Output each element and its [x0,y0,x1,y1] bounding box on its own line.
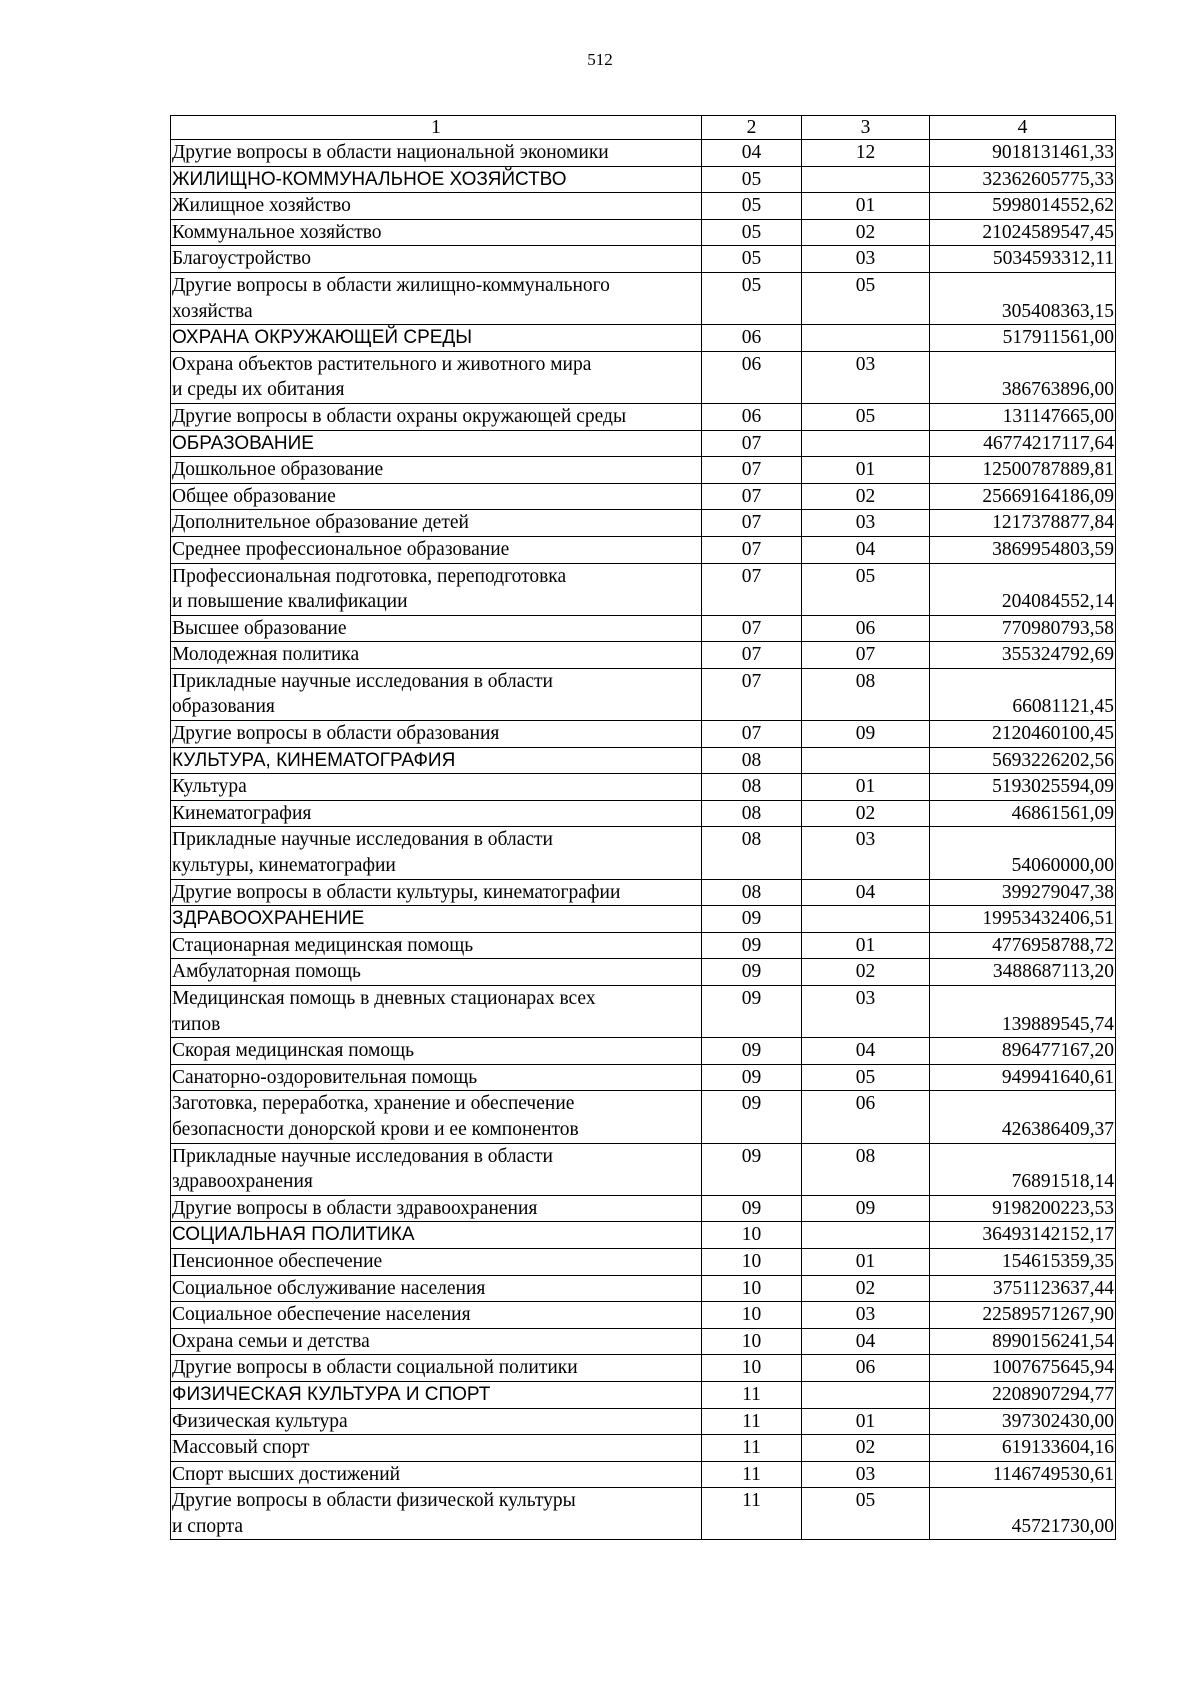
subsection-code-cell: 09 [802,1195,930,1222]
subsection-code-cell: 03 [802,510,930,537]
row-name-cell [171,1435,702,1462]
amount-cell: 22589571267,90 [930,1302,1116,1329]
section-code-cell: 07 [702,430,802,457]
row-name-line: Скорая медицинская помощь [172,1040,415,1062]
subsection-code-cell: 07 [802,642,930,669]
row-name-line: Дополнительное образование детей [172,512,469,534]
amount-cell: 399279047,38 [930,879,1116,906]
row-name-cell [171,774,702,801]
table-row [171,140,1116,167]
amount-cell: 5998014552,62 [930,193,1116,220]
subsection-code-cell: 04 [802,1328,930,1355]
section-code-cell: 05 [702,219,802,246]
subsection-code-cell: 05 [802,1488,930,1540]
row-name-line: КУЛЬТУРА, КИНЕМАТОГРАФИЯ [172,749,456,771]
subsection-code-cell: 03 [802,1461,930,1488]
row-name-line: Амбулаторная помощь [172,961,361,983]
section-code-cell: 10 [702,1275,802,1302]
amount-cell: 19953432406,51 [930,906,1116,933]
section-code-cell: 07 [702,536,802,563]
row-name-cell [171,615,702,642]
subsection-code-cell: 01 [802,193,930,220]
subsection-code-cell: 04 [802,536,930,563]
row-name-cell [171,536,702,563]
row-name-cell [171,1461,702,1488]
section-code-cell: 06 [702,325,802,352]
section-code-cell: 11 [702,1408,802,1435]
amount-cell: 896477167,20 [930,1038,1116,1065]
amount-cell: 305408363,15 [930,272,1116,324]
row-name-line: Молодежная политика [172,644,360,666]
section-code-cell: 07 [702,721,802,748]
amount-cell: 5193025594,09 [930,774,1116,801]
subsection-code-cell: 03 [802,1302,930,1329]
amount-cell: 386763896,00 [930,351,1116,403]
row-name-cell [171,1355,702,1382]
section-code-cell: 09 [702,1091,802,1143]
section-code-cell: 08 [702,747,802,774]
amount-cell: 426386409,37 [930,1091,1116,1143]
table-row [171,483,1116,510]
section-code-cell: 07 [702,615,802,642]
row-name-line: Санаторно-оздоровительная помощь [172,1066,478,1088]
row-name-cell [171,1302,702,1329]
row-name-line: Коммунальное хозяйство [172,221,382,243]
section-code-cell: 11 [702,1381,802,1408]
row-name-line: Благоустройство [172,248,311,270]
row-name-line: ОХРАНА ОКРУЖАЮЩЕЙ СРЕДЫ [172,327,473,349]
amount-cell: 397302430,00 [930,1408,1116,1435]
amount-cell: 949941640,61 [930,1064,1116,1091]
row-name-line: здравоохранения [172,1171,313,1193]
row-name-line: Медицинская помощь в дневных стационарах всех [172,988,596,1009]
row-name-line: Другие вопросы в области жилищно-коммунального [172,274,610,296]
table-row [171,246,1116,273]
subsection-code-cell [802,1381,930,1408]
subsection-code-cell [802,325,930,352]
table-row [171,827,1116,879]
section-code-cell: 09 [702,932,802,959]
subsection-code-cell: 08 [802,668,930,720]
row-name-cell [171,959,702,986]
amount-cell: 2120460100,45 [930,721,1116,748]
row-name-line: Охрана объектов растительного и животного мира [172,353,592,375]
table-row [171,536,1116,563]
row-name-cell [171,1038,702,1065]
amount-cell: 154615359,35 [930,1248,1116,1275]
subsection-code-cell: 08 [802,1143,930,1195]
amount-cell: 5034593312,11 [930,246,1116,273]
row-name-cell [171,272,702,324]
amount-cell: 3488687113,20 [930,959,1116,986]
amount-cell: 139889545,74 [930,986,1116,1038]
amount-cell: 770980793,58 [930,615,1116,642]
row-name-line: ФИЗИЧЕСКАЯ КУЛЬТУРА И СПОРТ [172,1383,491,1405]
row-name-cell [171,403,702,430]
row-name-line: Профессиональная подготовка, переподготовка [172,565,567,587]
row-name-line: Массовый спорт [172,1437,310,1459]
section-code-cell: 05 [702,166,802,193]
row-name-cell [171,1091,702,1143]
amount-cell: 3869954803,59 [930,536,1116,563]
table-row [171,1275,1116,1302]
row-name-line: и среды их обитания [172,379,345,401]
section-code-cell: 05 [702,272,802,324]
row-name-cell [171,1275,702,1302]
subsection-code-cell: 06 [802,1091,930,1143]
subsection-code-cell [802,747,930,774]
section-code-cell: 10 [702,1222,802,1249]
row-name-line: ОБРАЗОВАНИЕ [172,432,314,454]
section-heading-row [171,1381,1116,1408]
section-heading-row [171,166,1116,193]
row-name-line: и повышение квалификации [172,591,408,613]
row-name-line: Спорт высших достижений [172,1463,401,1485]
amount-cell: 1217378877,84 [930,510,1116,537]
subsection-code-cell: 09 [802,721,930,748]
row-name-cell [171,827,702,879]
subsection-code-cell: 04 [802,1038,930,1065]
section-heading-row [171,747,1116,774]
section-code-cell: 09 [702,906,802,933]
row-name-cell [171,1381,702,1408]
section-heading-row [171,1222,1116,1249]
subsection-code-cell: 04 [802,879,930,906]
table-row [171,1248,1116,1275]
table-row [171,351,1116,403]
table-row [171,879,1116,906]
section-code-cell: 11 [702,1461,802,1488]
row-name-line: Дошкольное образование [172,459,384,481]
row-name-line: Прикладные научные исследования в области [172,1145,553,1167]
row-name-cell [171,1143,702,1195]
row-name-cell [171,510,702,537]
row-name-cell [171,1248,702,1275]
row-name-line: хозяйства [172,300,253,322]
table-row [171,1064,1116,1091]
row-name-cell [171,430,702,457]
row-name-cell [171,246,702,273]
table-row [171,1302,1116,1329]
section-heading-row [171,430,1116,457]
row-name-cell [171,1488,702,1540]
row-name-line: Другие вопросы в области культуры, кинематографии [172,881,621,903]
subsection-code-cell: 03 [802,827,930,879]
row-name-cell [171,483,702,510]
section-code-cell: 08 [702,879,802,906]
amount-cell: 2208907294,77 [930,1381,1116,1408]
amount-cell: 4776958788,72 [930,932,1116,959]
row-name-cell [171,351,702,403]
section-code-cell: 09 [702,1143,802,1195]
subsection-code-cell [802,430,930,457]
section-heading-row [171,325,1116,352]
amount-cell: 21024589547,45 [930,219,1116,246]
row-name-line: Социальное обеспечение населения [172,1304,471,1326]
subsection-code-cell: 05 [802,1064,930,1091]
row-name-line: Другие вопросы в области национальной экономики [172,142,609,163]
table-row [171,1143,1116,1195]
row-name-line: Прикладные научные исследования в области [172,829,553,851]
row-name-line: культуры, кинематографии [172,855,396,877]
amount-cell: 54060000,00 [930,827,1116,879]
row-name-cell [171,325,702,352]
row-name-cell [171,906,702,933]
row-name-cell [171,193,702,220]
amount-cell: 517911561,00 [930,325,1116,352]
row-name-cell [171,1408,702,1435]
section-code-cell: 07 [702,510,802,537]
amount-cell: 32362605775,33 [930,166,1116,193]
subsection-code-cell: 03 [802,351,930,403]
row-name-cell [171,1064,702,1091]
section-code-cell: 08 [702,774,802,801]
section-code-cell: 11 [702,1488,802,1540]
table-row [171,563,1116,615]
row-name-line: СОЦИАЛЬНАЯ ПОЛИТИКА [172,1224,415,1246]
subsection-code-cell [802,1222,930,1249]
row-name-line: Заготовка, переработка, хранение и обеспечение [172,1093,575,1115]
table-body [171,140,1116,1540]
table-row [171,642,1116,669]
row-name-line: и спорта [172,1515,244,1537]
row-name-cell [171,721,702,748]
subsection-code-cell: 02 [802,800,930,827]
table-row [171,1355,1116,1382]
table-row [171,1328,1116,1355]
amount-cell: 12500787889,81 [930,457,1116,484]
table-row [171,774,1116,801]
section-code-cell: 11 [702,1435,802,1462]
section-code-cell: 07 [702,668,802,720]
row-name-cell [171,1222,702,1249]
row-name-line: ЗДРАВООХРАНЕНИЕ [172,908,365,930]
subsection-code-cell: 01 [802,932,930,959]
amount-cell: 45721730,00 [930,1488,1116,1540]
amount-cell: 131147665,00 [930,403,1116,430]
budget-table [170,115,1116,1540]
section-code-cell: 10 [702,1355,802,1382]
amount-cell: 5693226202,56 [930,747,1116,774]
table-row [171,457,1116,484]
row-name-cell [171,1195,702,1222]
table-row [171,1091,1116,1143]
table-row [171,959,1116,986]
amount-cell: 619133604,16 [930,1435,1116,1462]
section-code-cell: 08 [702,827,802,879]
row-name-line: безопасности донорской крови и ее компонентов [172,1118,579,1140]
section-heading-row [171,906,1116,933]
amount-cell: 355324792,69 [930,642,1116,669]
section-code-cell: 07 [702,457,802,484]
section-code-cell: 06 [702,403,802,430]
row-name-line: Стационарная медицинская помощь [172,934,474,956]
row-name-line: Кинематография [172,802,312,824]
amount-cell: 1007675645,94 [930,1355,1116,1382]
amount-cell: 76891518,14 [930,1143,1116,1195]
row-name-cell [171,668,702,720]
column-header-2: 2 [702,116,802,140]
row-name-line: образования [172,696,275,718]
table-row [171,1195,1116,1222]
table-row [171,1435,1116,1462]
section-code-cell: 09 [702,1195,802,1222]
section-code-cell: 09 [702,1038,802,1065]
row-name-line: типов [172,1013,221,1035]
row-name-line: Другие вопросы в области здравоохранения [172,1197,538,1219]
table-row [171,721,1116,748]
amount-cell: 3751123637,44 [930,1275,1116,1302]
section-code-cell: 09 [702,986,802,1038]
amount-cell: 46861561,09 [930,800,1116,827]
table-row [171,510,1116,537]
subsection-code-cell: 01 [802,1408,930,1435]
row-name-line: ЖИЛИЩНО-КОММУНАЛЬНОЕ ХОЗЯЙСТВО [172,168,567,190]
row-name-cell [171,140,702,167]
table-row [171,615,1116,642]
table-row [171,1038,1116,1065]
section-code-cell: 05 [702,193,802,220]
row-name-line: Общее образование [172,485,336,507]
table-row [171,193,1116,220]
row-name-cell [171,457,702,484]
table-row [171,1488,1116,1540]
row-name-cell [171,219,702,246]
row-name-line: Другие вопросы в области образования [172,723,500,745]
section-code-cell: 09 [702,959,802,986]
page-number: 512 [587,50,613,69]
row-name-cell [171,932,702,959]
subsection-code-cell: 03 [802,986,930,1038]
amount-cell: 204084552,14 [930,563,1116,615]
table-row [171,986,1116,1038]
subsection-code-cell: 01 [802,1248,930,1275]
subsection-code-cell: 06 [802,1355,930,1382]
row-name-cell [171,879,702,906]
section-code-cell: 08 [702,800,802,827]
amount-cell: 36493142152,17 [930,1222,1116,1249]
column-header-4: 4 [930,116,1116,140]
subsection-code-cell: 05 [802,403,930,430]
subsection-code-cell: 02 [802,219,930,246]
row-name-cell [171,563,702,615]
table-row [171,668,1116,720]
amount-cell: 9018131461,33 [930,140,1116,167]
row-name-cell [171,1328,702,1355]
subsection-code-cell: 02 [802,959,930,986]
row-name-line: Социальное обслуживание населения [172,1277,486,1299]
amount-cell: 8990156241,54 [930,1328,1116,1355]
amount-cell: 1146749530,61 [930,1461,1116,1488]
section-code-cell: 07 [702,642,802,669]
row-name-line: Среднее профессиональное образование [172,538,510,560]
subsection-code-cell [802,906,930,933]
subsection-code-cell: 02 [802,1275,930,1302]
row-name-line: Другие вопросы в области охраны окружающей среды [172,405,627,427]
table-row [171,800,1116,827]
subsection-code-cell: 02 [802,483,930,510]
column-header-3: 3 [802,116,930,140]
subsection-code-cell: 01 [802,457,930,484]
row-name-cell [171,642,702,669]
column-header-1: 1 [171,116,702,140]
row-name-line: Жилищное хозяйство [172,195,351,217]
table-row [171,403,1116,430]
row-name-line: Охрана семьи и детства [172,1330,370,1352]
table-row [171,1461,1116,1488]
subsection-code-cell: 06 [802,615,930,642]
section-code-cell: 10 [702,1248,802,1275]
amount-cell: 25669164186,09 [930,483,1116,510]
subsection-code-cell: 02 [802,1435,930,1462]
row-name-cell [171,166,702,193]
section-code-cell: 07 [702,563,802,615]
subsection-code-cell: 05 [802,272,930,324]
row-name-line: Пенсионное обеспечение [172,1250,383,1272]
subsection-code-cell: 12 [802,140,930,167]
section-code-cell: 10 [702,1328,802,1355]
section-code-cell: 05 [702,246,802,273]
table-row [171,219,1116,246]
section-code-cell: 06 [702,351,802,403]
section-code-cell: 09 [702,1064,802,1091]
row-name-line: Физическая культура [172,1410,348,1432]
amount-cell: 66081121,45 [930,668,1116,720]
section-code-cell: 10 [702,1302,802,1329]
subsection-code-cell [802,166,930,193]
table-row [171,1408,1116,1435]
subsection-code-cell: 05 [802,563,930,615]
row-name-cell [171,986,702,1038]
amount-cell: 46774217117,64 [930,430,1116,457]
row-name-line: Прикладные научные исследования в области [172,670,553,692]
table-row [171,272,1116,324]
subsection-code-cell: 01 [802,774,930,801]
section-code-cell: 04 [702,140,802,167]
row-name-cell [171,747,702,774]
row-name-line: Другие вопросы в области физической культуры [172,1490,576,1512]
row-name-line: Другие вопросы в области социальной политики [172,1357,578,1379]
row-name-line: Культура [172,776,247,798]
row-name-cell [171,800,702,827]
section-code-cell: 07 [702,483,802,510]
table-header-row [171,116,1116,140]
row-name-line: Высшее образование [172,617,347,639]
table-row [171,932,1116,959]
subsection-code-cell: 03 [802,246,930,273]
amount-cell: 9198200223,53 [930,1195,1116,1222]
